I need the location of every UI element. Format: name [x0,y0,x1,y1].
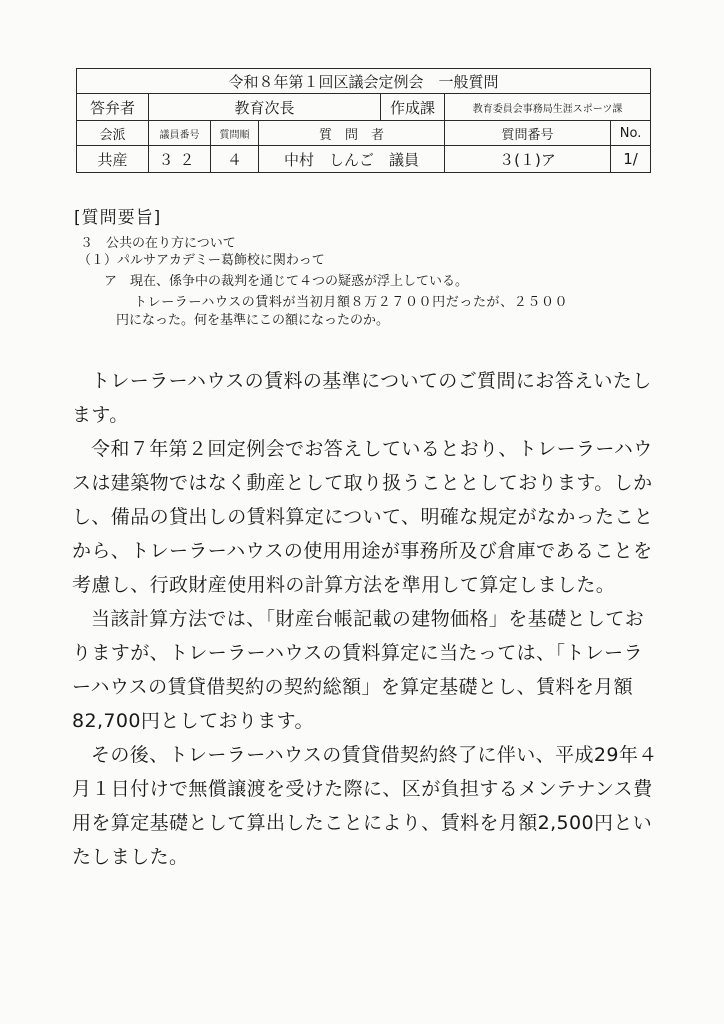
summary-line: ３ 公共の在り方について [80,236,236,251]
header-table [76,68,651,173]
answer-paragraph: 令和７年第２回定例会でお答えしているとおり、トレーラーハウスは建築物ではなく動産として取り扱うこととしております。しかし、備品の貸出しの賃料算定について、明確な規定がなかったことから、トレーラーハウスの使用用途が事務所及び倉庫であることを考慮し、行政財産使用料の計算方法を準用して算定しました。 [72,438,654,596]
order-value: ４ [211,146,259,173]
answer-paragraph: 当該計算方法では、「財産台帳記載の建物価格」を基礎としておりますが、トレーラーハウスの賃料算定に当たっては、「トレーラーハウスの賃貸借契約の契約総額」を算定基礎とし、賃料を月額82,700円としております。 [72,608,645,732]
question-no-label: 質問番号 [445,121,611,146]
questioner-value: 中村 しんご 議員 [259,146,445,173]
questioner-label: 質 問 者 [259,121,445,146]
faction-label: 会派 [77,121,149,146]
session-title: 令和８年第１回区議会定例会 一般質問 [77,69,651,94]
question-no-value: ３(１)ア [445,146,611,173]
faction-value: 共産 [77,146,149,173]
order-label: 質問順 [211,121,259,146]
respondent-label: 答弁者 [77,94,149,121]
seat-label: 議員番号 [149,121,211,146]
answer-body [72,364,662,874]
summary-heading: [質問要旨] [74,208,162,228]
summary-line: トレーラーハウスの賃料が当初月額８万２７００円だったが、２５００ [134,295,569,310]
no-label: No. [611,121,651,146]
summary-line: 円になった。何を基準にこの額になったのか。 [116,313,390,328]
seat-value: ３２ [149,146,211,173]
section-label: 作成課 [381,94,445,121]
respondent-value: 教育次長 [149,94,381,121]
answer-paragraph: その後、トレーラーハウスの賃貸借契約終了に伴い、平成29年４月１日付けで無償譲渡を受けた際に、区が負担するメンテナンス費用を算定基礎として算出したことにより、賃料を月額2,500円といたしました。 [72,744,658,868]
summary-line: （１）パルサアカデミー葛飾校に関わって [78,253,325,268]
summary-line: ア 現在、係争中の裁判を通じて４つの疑惑が浮上している。 [104,274,469,289]
answer-paragraph: トレーラーハウスの賃料の基準についてのご質問にお答えいたします。 [72,370,652,426]
page-no-value: 1/ [611,146,651,173]
section-value: 教育委員会事務局生涯スポーツ課 [445,94,651,121]
